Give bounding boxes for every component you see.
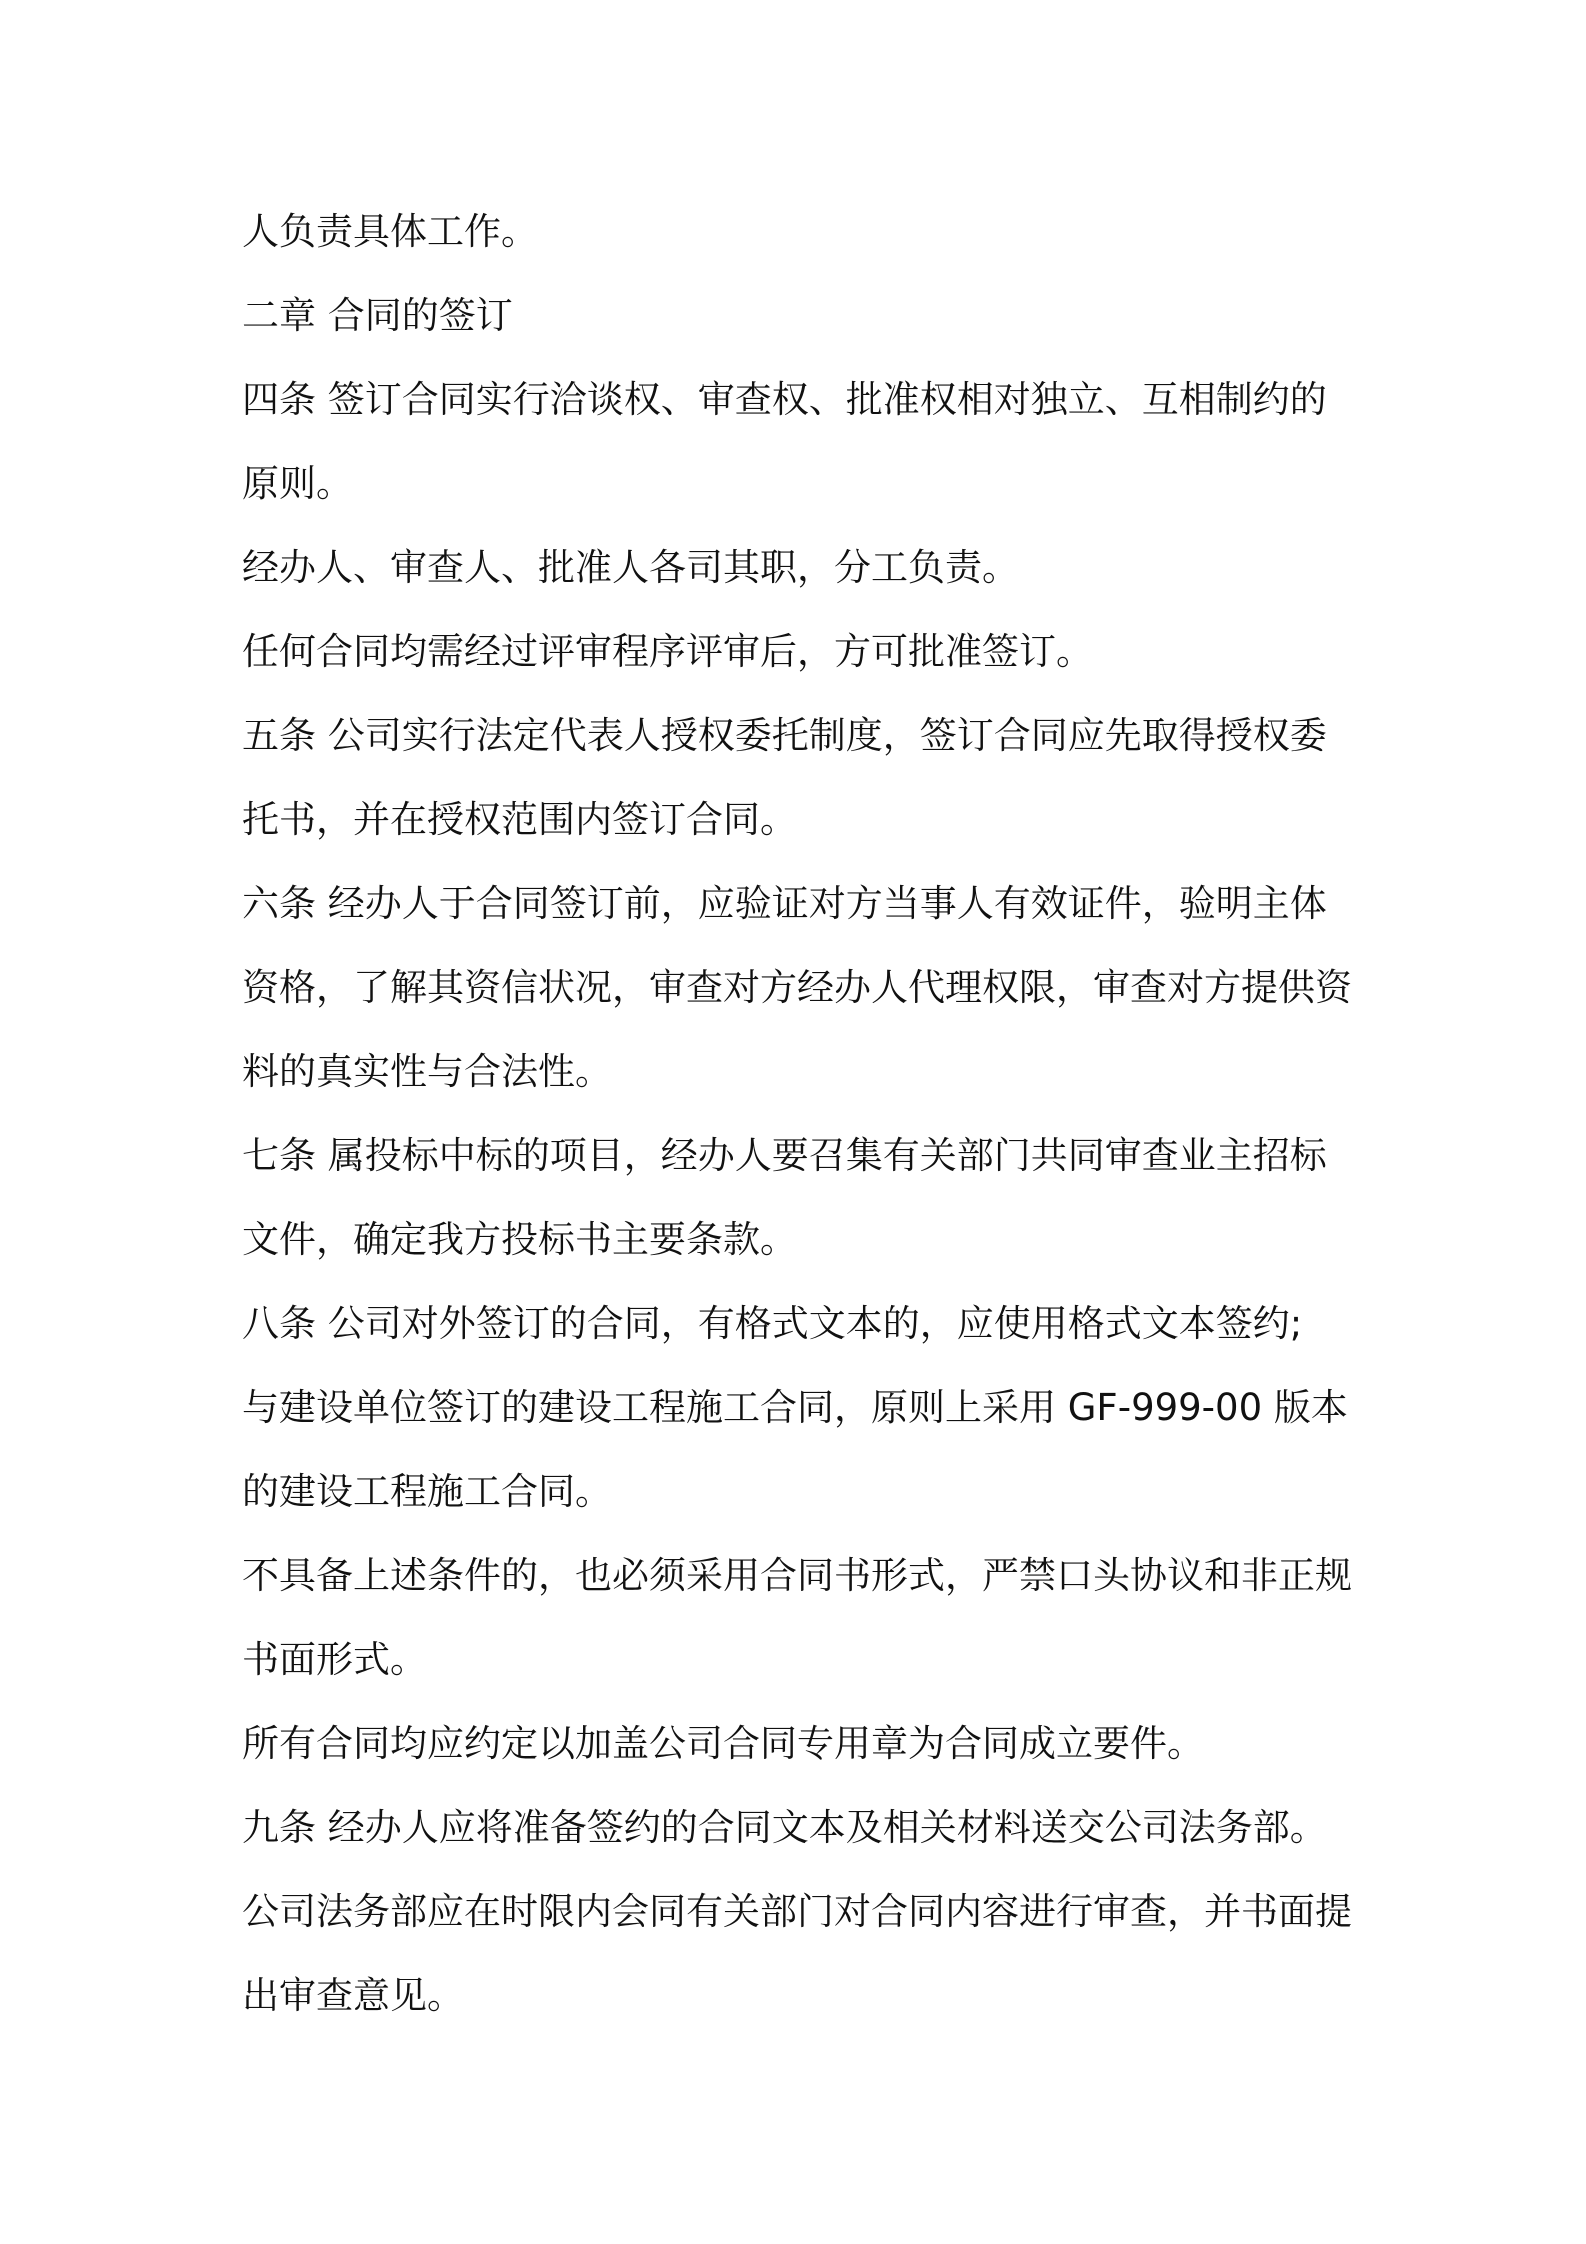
article-4-line-1: 四条 签订合同实行洽谈权、审查权、批准权相对独立、互相制约的 <box>242 378 1327 421</box>
article-5-line-1: 五条 公司实行法定代表人授权委托制度，签订合同应先取得授权委 <box>242 714 1327 757</box>
article-7-line-2: 文件，确定我方投标书主要条款。 <box>242 1218 797 1261</box>
text-line-18: 书面形式。 <box>242 1638 427 1681</box>
article-6-line-1: 六条 经办人于合同签订前，应验证对方当事人有效证件，验明主体 <box>242 882 1327 925</box>
text-line-19: 所有合同均应约定以加盖公司合同专用章为合同成立要件。 <box>242 1722 1204 1765</box>
article-4-line-2: 原则。 <box>242 462 353 505</box>
article-5-line-2: 托书，并在授权范围内签订合同。 <box>242 798 797 841</box>
text-line-22: 出审查意见。 <box>242 1974 464 2017</box>
text-line-21: 公司法务部应在时限内会同有关部门对合同内容进行审查，并书面提 <box>242 1890 1352 1933</box>
article-9-line-1: 九条 经办人应将准备签约的合同文本及相关材料送交公司法务部。 <box>242 1806 1327 1849</box>
text-line-1: 人负责具体工作。 <box>242 210 538 253</box>
document-body <box>242 190 1352 2038</box>
chapter-heading: 二章 合同的签订 <box>242 294 513 337</box>
text-line-6: 任何合同均需经过评审程序评审后，方可批准签订。 <box>242 630 1093 673</box>
article-8-line-3: 的建设工程施工合同。 <box>242 1470 612 1513</box>
text-line-5: 经办人、审查人、批准人各司其职，分工负责。 <box>242 546 1019 589</box>
article-8-line-1: 八条 公司对外签订的合同，有格式文本的，应使用格式文本签约; <box>242 1302 1303 1345</box>
article-7-line-1: 七条 属投标中标的项目，经办人要召集有关部门共同审查业主招标 <box>242 1134 1327 1177</box>
article-6-line-3: 料的真实性与合法性。 <box>242 1050 612 1093</box>
article-8-line-2: 与建设单位签订的建设工程施工合同，原则上采用 GF-999-00 版本 <box>242 1386 1348 1429</box>
article-6-line-2: 资格，了解其资信状况，审查对方经办人代理权限，审查对方提供资 <box>242 966 1352 1009</box>
text-line-17: 不具备上述条件的，也必须采用合同书形式，严禁口头协议和非正规 <box>242 1554 1352 1597</box>
